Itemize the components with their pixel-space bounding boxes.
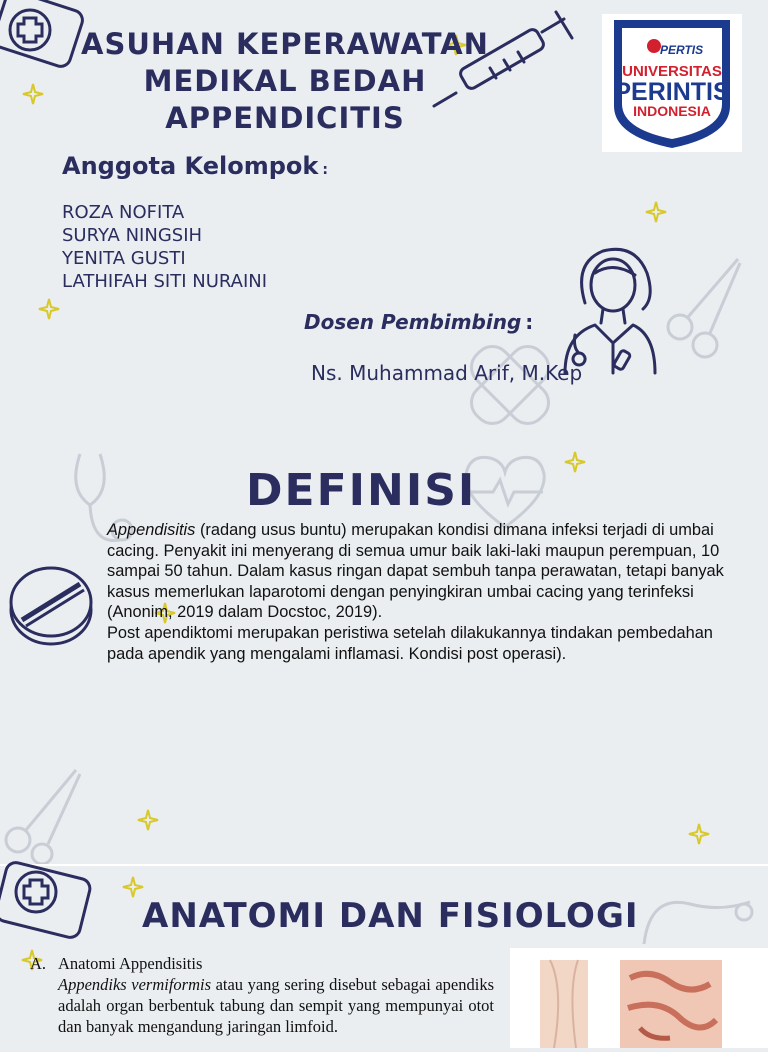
group-members-heading xyxy=(62,152,328,180)
title-line-3: APPENDICITIS xyxy=(165,101,405,135)
logo-line-3: INDONESIA xyxy=(633,103,711,119)
first-aid-kit-icon xyxy=(0,860,98,948)
list-item-text: Anatomi Appendisitis xyxy=(58,954,203,973)
appendix-term: Appendiks vermiformis xyxy=(58,975,212,994)
anatomy-slide xyxy=(0,866,768,1036)
nurse-illustration xyxy=(555,243,660,378)
list-item xyxy=(30,953,494,974)
sparkle-icon xyxy=(137,809,159,831)
anatomy-title: ANATOMI DAN FISIOLOGI xyxy=(142,896,639,936)
list-marker: A. xyxy=(30,954,47,973)
member-list xyxy=(62,201,267,293)
definition-paragraph-1-text: (radang usus buntu) merupakan kondisi dimana infeksi terjadi di umbai cacing. Penyakit ini menyerang di semua umur baik laki-laki maupun perempuan, 10 sampai 50 tahun. Dalam kasus ringan dapat sembuh tanpa perawatan, tetapi banyak kasus memerlukan laparotomi dengan penyingkiran umbai cacing yang terinfeksi (Anonim, 2019 dalam Docstoc, 2019). xyxy=(107,521,724,622)
anatomy-paragraph xyxy=(58,974,494,1037)
sparkle-icon xyxy=(645,201,667,223)
sparkle-icon xyxy=(122,876,144,898)
pill-icon xyxy=(6,558,96,650)
scissors-icon xyxy=(660,255,750,365)
group-members-label: Anggota Kelompok xyxy=(62,152,319,180)
scissors-icon xyxy=(0,762,90,864)
sparkle-icon xyxy=(688,823,710,845)
university-logo xyxy=(602,14,742,152)
logo-line-2: PERINTIS xyxy=(614,78,730,106)
supervisor-label: Dosen Pembimbing xyxy=(304,310,522,334)
logo-top-text: PERTIS xyxy=(660,43,704,57)
member-name: YENITA GUSTI xyxy=(62,248,186,269)
logo-line-1: UNIVERSITAS xyxy=(622,63,722,80)
definition-body xyxy=(107,520,753,664)
sparkle-icon xyxy=(22,83,44,105)
definition-slide xyxy=(0,432,768,864)
member-name: SURYA NINGSIH xyxy=(62,225,203,246)
definition-paragraph-2: Post apendiktomi merupakan peristiwa setelah dilakukannya tindakan pembedahan pada apendik yang mengalami inflamasi. Kondisi post operasi). xyxy=(107,623,713,663)
supervisor-colon: : xyxy=(525,310,534,334)
group-members-colon: : xyxy=(322,162,328,178)
sparkle-icon xyxy=(564,451,586,473)
anatomy-list xyxy=(30,953,494,1037)
stethoscope-icon xyxy=(640,884,760,954)
title-line-1: ASUHAN KEPERAWATAN xyxy=(81,27,489,61)
anatomy-image xyxy=(510,948,768,1048)
appendicitis-term: Appendisitis xyxy=(107,521,196,539)
anatomy-paragraph-text: atau yang sering disebut sebagai apendiks adalah organ berbentuk tabung dan sempit yang mempunyai otot dan banyak mengandung jaringan limfoid. xyxy=(58,975,494,1036)
definition-paragraph-1 xyxy=(107,520,753,623)
title-slide xyxy=(0,0,768,432)
member-name: LATHIFAH SITI NURAINI xyxy=(62,271,268,292)
title-line-2: MEDIKAL BEDAH xyxy=(143,64,427,98)
member-name: ROZA NOFITA xyxy=(62,202,185,223)
supervisor-name: Ns. Muhammad Arif, M.Kep xyxy=(311,361,583,385)
presentation-title xyxy=(60,26,510,137)
bandage-icon xyxy=(455,335,565,435)
definition-title: DEFINISI xyxy=(246,465,477,516)
sparkle-icon xyxy=(38,298,60,320)
supervisor-heading xyxy=(304,310,533,334)
